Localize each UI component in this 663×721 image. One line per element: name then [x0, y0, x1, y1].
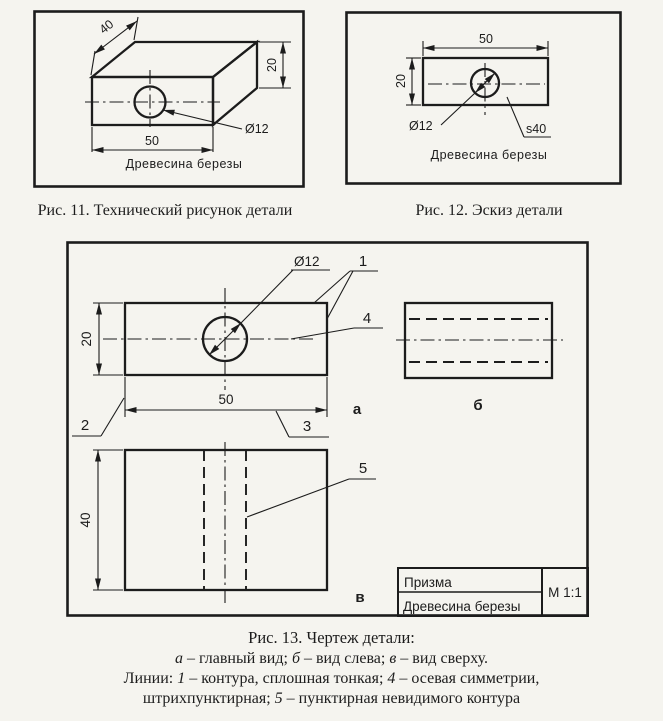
left-view-label: б	[473, 397, 483, 414]
callout-4-label: 4	[362, 310, 372, 327]
callout-2-label: 2	[80, 417, 90, 434]
fig13-front-view	[72, 253, 383, 437]
fig13-caption-block	[0, 628, 663, 709]
fig12-dimension-height	[394, 58, 421, 105]
fig13-dim-50: 50	[218, 392, 234, 407]
callout-4-axis-line	[291, 310, 383, 339]
fig13-dim-20: 20	[79, 331, 94, 347]
callout-5-hidden-line	[247, 460, 376, 517]
fig11-material-label: Древесина березы	[125, 157, 243, 171]
fig12-dim-20: 20	[394, 74, 408, 88]
fig11-dimension-height	[259, 42, 291, 88]
top-view-label: в	[355, 589, 365, 606]
fig12-sketch-panel	[345, 11, 622, 185]
fig13-caption-views: а – главный вид; б – вид слева; в – вид сверху.	[174, 650, 489, 667]
fig11-dim-40: 40	[96, 17, 117, 37]
fig13-caption-lines-2: штрихпунктирная; 5 – пунктирная невидимого контура	[142, 690, 521, 707]
title-block-scale: М 1:1	[548, 585, 582, 600]
fig13-top-view	[78, 442, 376, 606]
fig11-dimension-width	[92, 127, 213, 152]
fig13-dimension-width	[125, 377, 327, 417]
fig12-dim-hole: Ø12	[409, 119, 433, 133]
fig12-dimension-width	[423, 32, 548, 56]
fig11-dim-20: 20	[265, 58, 279, 72]
callout-5-label: 5	[358, 460, 368, 477]
fig11-hole-callout	[163, 110, 269, 136]
title-block-part-name: Призма	[404, 575, 452, 590]
fig13-caption-title: Рис. 13. Чертеж детали:	[248, 628, 415, 647]
fig12-thickness-callout	[507, 97, 551, 137]
fig12-part-outline	[423, 58, 548, 115]
fig13-left-view	[396, 303, 563, 414]
callout-2-extension-line	[72, 398, 124, 436]
title-block-material: Древесина березы	[403, 599, 521, 614]
fig11-top-face	[92, 42, 257, 77]
fig11-caption: Рис. 11. Технический рисунок детали	[37, 202, 293, 219]
top-view-contour	[125, 450, 327, 590]
fig11-block-outline	[85, 42, 257, 127]
fig13-dim-hole: Ø12	[294, 254, 320, 269]
fig12-material-label: Древесина березы	[430, 148, 548, 162]
fig12-dim-50: 50	[479, 32, 493, 46]
fig12-dim-thickness: s40	[526, 122, 547, 136]
fig11-technical-drawing-panel	[33, 10, 305, 188]
fig12-caption: Рис. 12. Эскиз детали	[415, 202, 563, 219]
fig13-title-block	[398, 568, 588, 616]
fig11-dim-50: 50	[145, 134, 159, 148]
callout-3-dimension-line	[276, 411, 329, 437]
fig13-hole-callout	[209, 254, 330, 355]
fig13-dimension-depth	[78, 450, 123, 590]
fig13-drawing-panel	[66, 241, 589, 617]
fig13-dim-40: 40	[78, 512, 93, 528]
fig11-right-face	[213, 42, 257, 125]
callout-3-label: 3	[302, 418, 312, 435]
callout-1-label: 1	[358, 253, 368, 270]
fig13-caption-lines-1: Линии: 1 – контура, сплошная тонкая; 4 – осевая симметрии,	[123, 670, 540, 687]
front-view-label: а	[352, 401, 362, 418]
fig11-dim-hole: Ø12	[245, 122, 269, 136]
